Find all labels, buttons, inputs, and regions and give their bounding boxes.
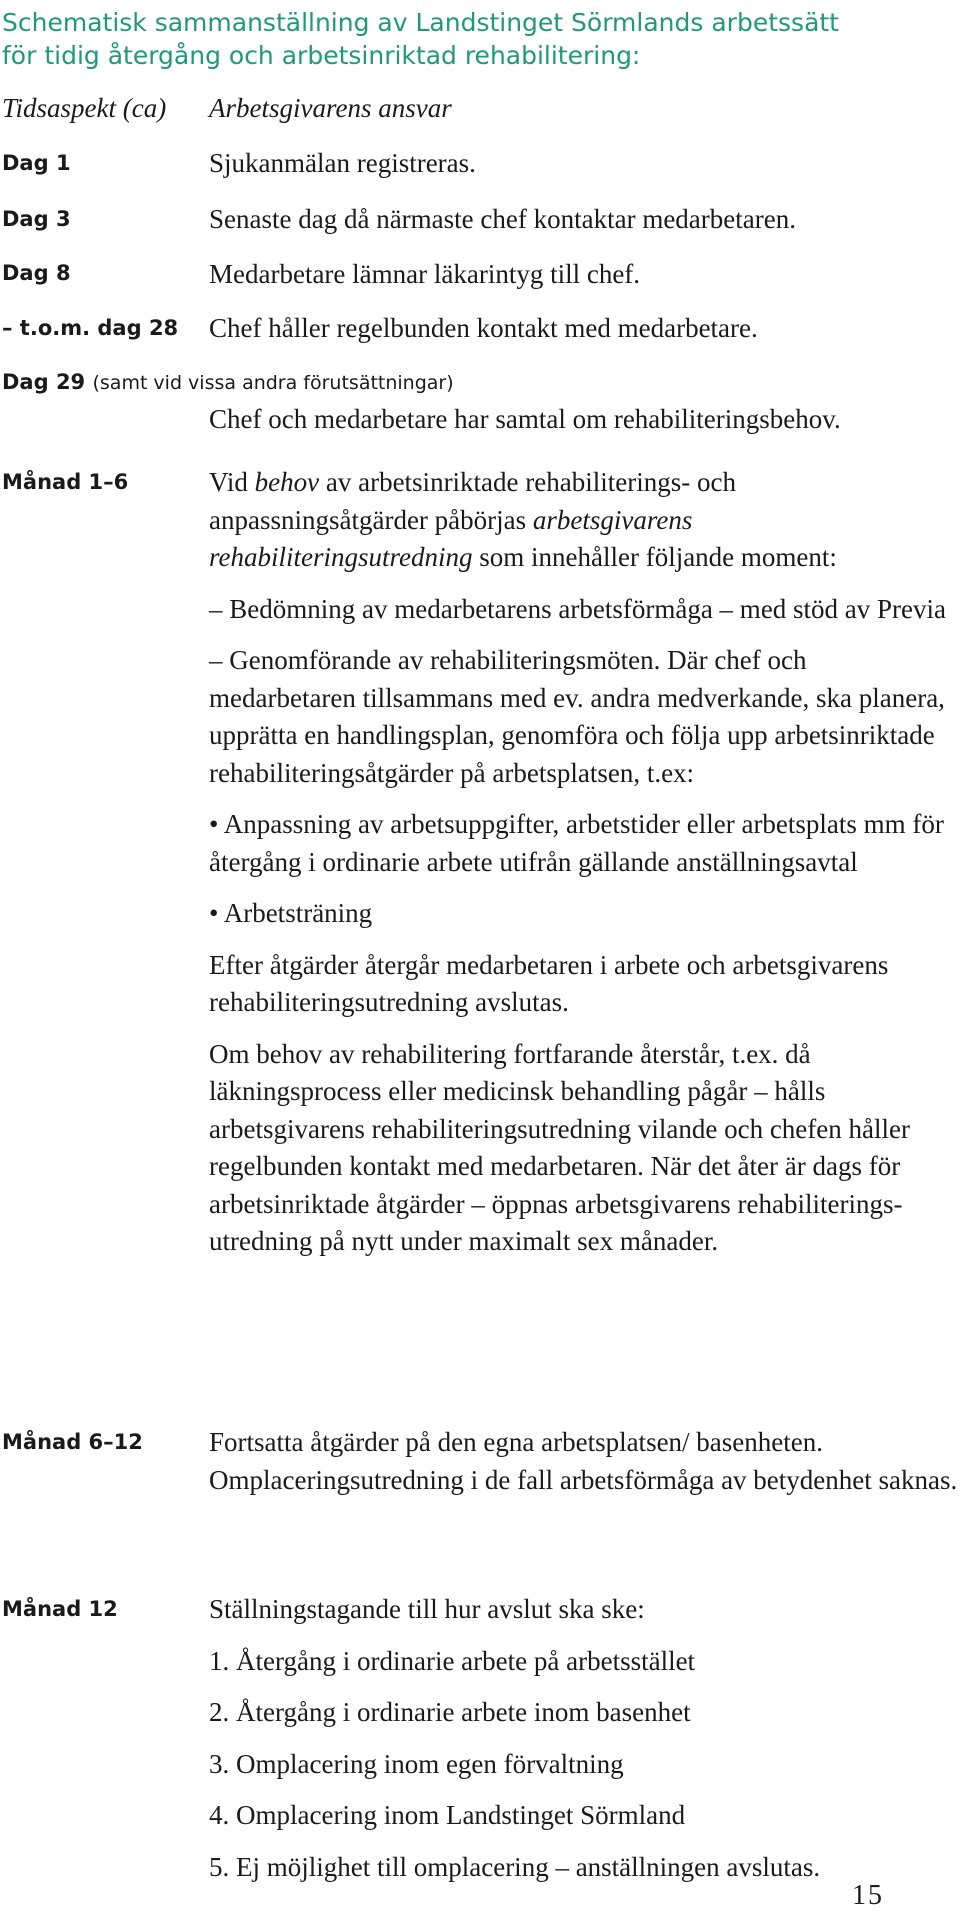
row-text-manad-6-12: [209, 1424, 959, 1499]
after-text: Efter åtgärder återgår medarbetaren i arbete och arbetsgivarens rehabiliteringsutredning avslutas.: [209, 949, 889, 1017]
outcome-item: 5. Ej möjlighet till omplacering – anställningen avslutas.: [209, 1851, 821, 1882]
row-text-dag-29: Chef och medarbetare har samtal om rehabiliteringsbehov.: [209, 404, 841, 434]
manad-6-12-text: Fortsatta åtgärder på den egna arbetsplatsen/ basenheten. Omplaceringsutredning i de fall arbetsförmåga av betydenhet saknas.: [209, 1427, 958, 1495]
title-line: Schematisk sammanställning av Landstinget Sörmlands arbetssätt: [2, 8, 839, 37]
row-text-manad-1-6: [209, 464, 959, 1261]
row-text-dag-1: Sjukanmälan registreras.: [209, 148, 476, 178]
outcome-item: 3. Omplacering inom egen förvaltning: [209, 1748, 624, 1779]
dag-29-label: Dag 29: [2, 370, 86, 394]
dag-29-note: (samt vid vissa andra förutsättningar): [92, 372, 454, 394]
bullet-item: • Anpassning av arbetsuppgifter, arbetstider eller arbetsplats mm för återgång i ordinarie arbete utifrån gällande anställningsavtal: [209, 809, 944, 877]
manad-1-6-intro: [209, 464, 959, 577]
row-text-dag-28: Chef håller regelbunden kontakt med medarbetare.: [209, 313, 758, 343]
row-label-manad-6-12: Månad 6–12: [2, 1430, 143, 1454]
outcome-item: 2. Återgång i ordinarie arbete inom basenhet: [209, 1697, 691, 1727]
dash-item: – Bedömning av medarbetarens arbetsförmåga – med stöd av Previa: [209, 593, 947, 624]
dash-item: – Genomförande av rehabiliteringsmöten. Där chef och medarbetaren tillsammans med ev. andra medverkande, ska planera, upprätta en handlingsplan, genomföra och följa upp arbetsinriktade rehabiliteringsåtgärder på arbetsplatsen, t.ex:: [209, 645, 945, 788]
intro-text: av arbetsinriktade rehabiliterings- och anpassningsåtgärder påbörjas: [209, 467, 736, 535]
outcome-item: 4. Omplacering inom Landstinget Sörmland: [209, 1800, 686, 1830]
row-label-dag-3: Dag 3: [2, 207, 71, 231]
row-label-dag-29: [2, 367, 454, 398]
row-text-manad-12: [209, 1591, 959, 1886]
row-text-dag-3: Senaste dag då närmaste chef kontaktar medarbetaren.: [209, 204, 796, 234]
row-label-dag-1: Dag 1: [2, 151, 71, 175]
manad-12-intro: Ställningstagande till hur avslut ska ske:: [209, 1594, 645, 1624]
row-label-manad-1-6: Månad 1–6: [2, 470, 129, 494]
intro-text: som innehåller följande moment:: [472, 542, 837, 572]
row-label-dag-8: Dag 8: [2, 261, 71, 285]
page-title: [2, 6, 952, 72]
continue-text: Om behov av rehabilitering fortfarande återstår, t.ex. då läkningsprocess eller medicinsk behandling pågår – hålls arbetsgivarens rehabiliteringsutredning vilande och chefen håller regelbunden kontakt med medarbetaren. När det åter är dags för arbetsinriktade åtgärder – öppnas arbetsgivarens rehabiliteringsutredning på nytt under maximalt sex månader.: [209, 1038, 910, 1256]
outcome-item: 1. Återgång i ordinarie arbete på arbetsstället: [209, 1645, 696, 1676]
page-number: 15: [852, 1880, 884, 1911]
row-label-manad-12: Månad 12: [2, 1597, 118, 1621]
title-line: för tidig återgång och arbetsinriktad rehabilitering:: [2, 41, 641, 70]
row-text-dag-8: Medarbetare lämnar läkarintyg till chef.: [209, 259, 641, 289]
intro-emphasis: arbetsgivarens rehabiliteringsutredning: [209, 504, 693, 572]
bullet-item: • Arbetsträning: [209, 898, 373, 928]
column-header-responsibility: Arbetsgivarens ansvar: [209, 93, 452, 123]
intro-text: Vid: [209, 467, 255, 497]
intro-emphasis: behov: [254, 467, 320, 497]
column-header-time: Tidsaspekt (ca): [2, 93, 167, 123]
row-label-dag-28: – t.o.m. dag 28: [2, 316, 179, 340]
